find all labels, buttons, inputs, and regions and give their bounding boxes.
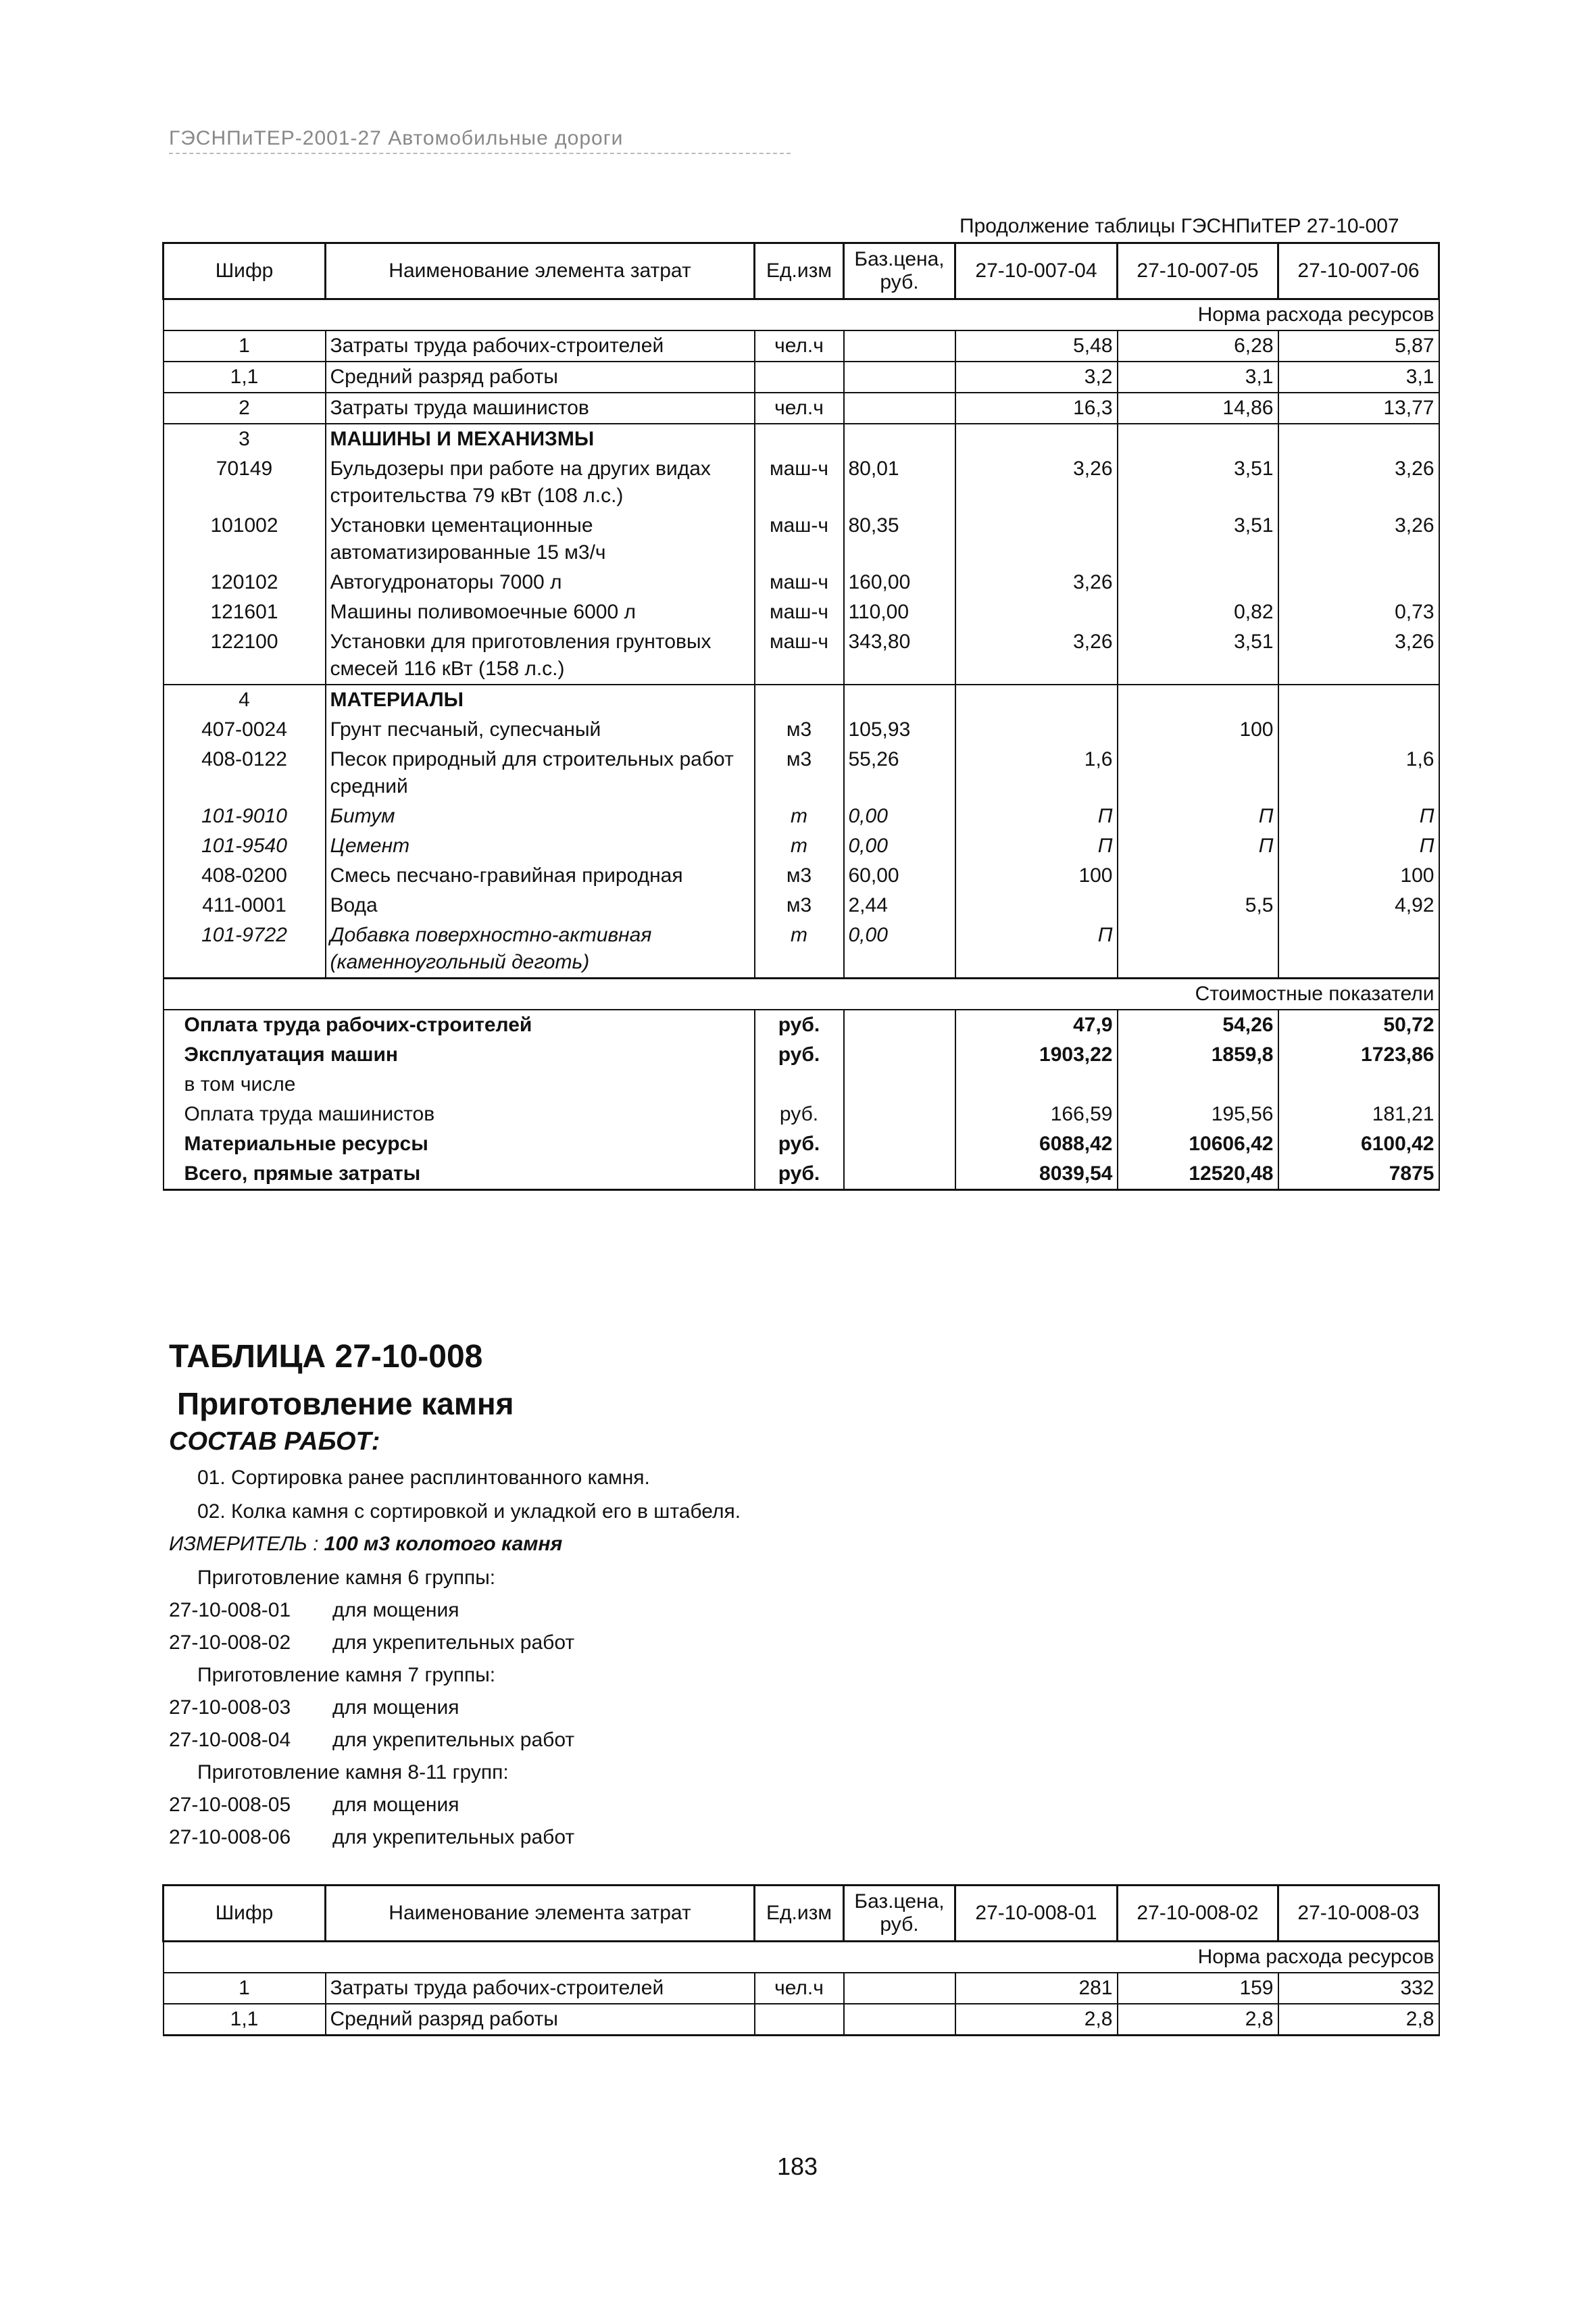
summary-value-col3: 1723,86 [1278, 1040, 1439, 1070]
row-value-col1 [955, 685, 1118, 715]
row-value-col3 [1278, 568, 1439, 597]
row-value-col2: 14,86 [1118, 393, 1278, 424]
summary-price [844, 1070, 955, 1100]
row-code: 408-0200 [164, 861, 326, 891]
row-value-col3 [1278, 715, 1439, 745]
row-value-col1: П [955, 920, 1118, 979]
norm-label-row [164, 299, 1439, 331]
summary-value-col1: 8039,54 [955, 1159, 1118, 1190]
row-name: Бульдозеры при работе на других видах строительства 79 кВт (108 л.с.) [326, 454, 755, 511]
variant-group-heading: Приготовление камня 6 группы: [197, 1567, 496, 1589]
table-row [164, 330, 1439, 362]
row-value-col2: 100 [1118, 715, 1278, 745]
row-unit: м3 [755, 861, 844, 891]
summary-price [844, 1010, 955, 1040]
row-price: 0,00 [844, 802, 955, 831]
row-value-col2: 3,1 [1118, 362, 1278, 393]
variant-code: 27-10-008-06 [169, 1826, 291, 1848]
row-unit [755, 685, 844, 715]
cost-label-row [164, 979, 1439, 1010]
row-code: 4 [164, 685, 326, 715]
row-value-col1: 281 [955, 1973, 1118, 2004]
row-value-col2 [1118, 424, 1278, 454]
summary-name: Эксплуатация машин [164, 1040, 755, 1070]
summary-row [164, 1040, 1439, 1070]
row-value-col2: 0,82 [1118, 597, 1278, 627]
composition-label: СОСТАВ РАБОТ: [169, 1427, 380, 1456]
row-price: 80,01 [844, 454, 955, 511]
row-price [844, 685, 955, 715]
table-27-10-008 [162, 1884, 1440, 2036]
row-name: Затраты труда рабочих-строителей [326, 1973, 755, 2004]
summary-value-col2: 195,56 [1118, 1100, 1278, 1129]
row-name: Машины поливомоечные 6000 л [326, 597, 755, 627]
meter-label: ИЗМЕРИТЕЛЬ : [169, 1533, 319, 1555]
row-unit: т [755, 831, 844, 861]
row-code: 101-9010 [164, 802, 326, 831]
row-price: 60,00 [844, 861, 955, 891]
row-unit [755, 362, 844, 393]
header-code: Шифр [164, 1886, 326, 1942]
variant-text: для мощения [332, 1696, 459, 1719]
row-unit: чел.ч [755, 393, 844, 424]
summary-value-col3 [1278, 1070, 1439, 1100]
summary-unit: руб. [755, 1010, 844, 1040]
variant-text: для мощения [332, 1794, 459, 1816]
header-name: Наименование элемента затрат [326, 243, 755, 299]
row-code: 120102 [164, 568, 326, 597]
table-row [164, 627, 1439, 685]
summary-price [844, 1129, 955, 1159]
cost-label: Стоимостные показатели [164, 979, 1439, 1010]
row-name: Автогудронаторы 7000 л [326, 568, 755, 597]
row-name: МАТЕРИАЛЫ [326, 685, 755, 715]
table-row [164, 1973, 1439, 2004]
header-unit: Ед.изм [755, 1886, 844, 1942]
row-unit: чел.ч [755, 330, 844, 362]
summary-value-col2: 10606,42 [1118, 1129, 1278, 1159]
variant-code: 27-10-008-02 [169, 1631, 291, 1654]
row-value-col1: 3,26 [955, 627, 1118, 685]
row-value-col2: 3,51 [1118, 454, 1278, 511]
row-code: 70149 [164, 454, 326, 511]
row-unit: маш-ч [755, 511, 844, 568]
table-row [164, 745, 1439, 802]
row-value-col1: 3,26 [955, 454, 1118, 511]
summary-name: Всего, прямые затраты [164, 1159, 755, 1190]
meter-line [169, 1533, 562, 1556]
row-price: 0,00 [844, 920, 955, 979]
row-value-col3 [1278, 920, 1439, 979]
summary-name: в том числе [164, 1070, 755, 1100]
row-price: 105,93 [844, 715, 955, 745]
row-name: МАШИНЫ И МЕХАНИЗМЫ [326, 424, 755, 454]
row-name: Затраты труда рабочих-строителей [326, 330, 755, 362]
row-value-col1 [955, 891, 1118, 920]
table-row [164, 597, 1439, 627]
summary-row [164, 1010, 1439, 1040]
summary-value-col2 [1118, 1070, 1278, 1100]
row-unit: т [755, 920, 844, 979]
row-value-col3: П [1278, 802, 1439, 831]
summary-row [164, 1070, 1439, 1100]
header-code: Шифр [164, 243, 326, 299]
variant-group-heading: Приготовление камня 8-11 групп: [197, 1761, 509, 1783]
summary-value-col1: 6088,42 [955, 1129, 1118, 1159]
row-value-col2: 159 [1118, 1973, 1278, 2004]
header-col2: 27-10-007-05 [1118, 243, 1278, 299]
summary-value-col3: 50,72 [1278, 1010, 1439, 1040]
row-value-col2: 5,5 [1118, 891, 1278, 920]
variant-text: для мощения [332, 1599, 459, 1621]
work-item: 01. Сортировка ранее расплинтованного камня. [197, 1467, 650, 1489]
row-value-col3: 3,1 [1278, 362, 1439, 393]
summary-value-col3: 7875 [1278, 1159, 1439, 1190]
variant-text: для укрепительных работ [332, 1729, 575, 1751]
summary-name: Материальные ресурсы [164, 1129, 755, 1159]
table-continuation-caption: Продолжение таблицы ГЭСНПиТЕР 27-10-007 [959, 215, 1399, 237]
variant-code: 27-10-008-05 [169, 1794, 291, 1816]
row-name: Установки для приготовления грунтовых смесей 116 кВт (158 л.с.) [326, 627, 755, 685]
header-price: Баз.цена, руб. [844, 1886, 955, 1942]
row-value-col1: П [955, 802, 1118, 831]
row-code: 1,1 [164, 362, 326, 393]
row-name: Затраты труда машинистов [326, 393, 755, 424]
row-code: 122100 [164, 627, 326, 685]
row-price: 80,35 [844, 511, 955, 568]
row-unit: м3 [755, 715, 844, 745]
row-value-col3: 0,73 [1278, 597, 1439, 627]
row-price [844, 1973, 955, 2004]
table-title: ТАБЛИЦА 27-10-008 [169, 1339, 483, 1375]
row-name: Смесь песчано-гравийная природная [326, 861, 755, 891]
row-value-col2 [1118, 745, 1278, 802]
row-value-col3 [1278, 685, 1439, 715]
row-unit: маш-ч [755, 568, 844, 597]
row-unit: м3 [755, 891, 844, 920]
summary-row [164, 1100, 1439, 1129]
row-value-col1: 1,6 [955, 745, 1118, 802]
row-value-col3: 3,26 [1278, 627, 1439, 685]
summary-value-col1: 166,59 [955, 1100, 1118, 1129]
row-unit [755, 2004, 844, 2036]
row-name: Средний разряд работы [326, 2004, 755, 2036]
row-code: 407-0024 [164, 715, 326, 745]
row-unit: чел.ч [755, 1973, 844, 2004]
summary-row [164, 1129, 1439, 1159]
header-price: Баз.цена, руб. [844, 243, 955, 299]
row-value-col1: П [955, 831, 1118, 861]
row-value-col3: П [1278, 831, 1439, 861]
row-code: 2 [164, 393, 326, 424]
row-unit [755, 424, 844, 454]
variant-text: для укрепительных работ [332, 1826, 575, 1848]
summary-value-col1: 47,9 [955, 1010, 1118, 1040]
row-value-col2 [1118, 685, 1278, 715]
summary-value-col2: 1859,8 [1118, 1040, 1278, 1070]
header-col1: 27-10-008-01 [955, 1886, 1118, 1942]
summary-price [844, 1100, 955, 1129]
row-unit: маш-ч [755, 454, 844, 511]
summary-row [164, 1159, 1439, 1190]
row-name: Песок природный для строительных работ средний [326, 745, 755, 802]
row-price: 160,00 [844, 568, 955, 597]
variant-code: 27-10-008-04 [169, 1729, 291, 1751]
row-name: Установки цементационные автоматизированные 15 м3/ч [326, 511, 755, 568]
row-value-col2: П [1118, 802, 1278, 831]
summary-unit: руб. [755, 1159, 844, 1190]
row-code: 1 [164, 330, 326, 362]
table-row [164, 362, 1439, 393]
row-value-col1 [955, 511, 1118, 568]
row-value-col3: 332 [1278, 1973, 1439, 2004]
summary-unit [755, 1070, 844, 1100]
variant-code: 27-10-008-03 [169, 1696, 291, 1719]
row-code: 121601 [164, 597, 326, 627]
row-unit: маш-ч [755, 627, 844, 685]
row-value-col3: 1,6 [1278, 745, 1439, 802]
norm-label: Норма расхода ресурсов [164, 299, 1439, 331]
table-row [164, 454, 1439, 511]
summary-name: Оплата труда рабочих-строителей [164, 1010, 755, 1040]
row-value-col1: 100 [955, 861, 1118, 891]
row-value-col1: 3,26 [955, 568, 1118, 597]
summary-value-col3: 6100,42 [1278, 1129, 1439, 1159]
meter-value: 100 м3 колотого камня [324, 1533, 563, 1555]
row-value-col1: 3,2 [955, 362, 1118, 393]
row-value-col1: 2,8 [955, 2004, 1118, 2036]
row-name: Средний разряд работы [326, 362, 755, 393]
row-price [844, 393, 955, 424]
row-value-col1 [955, 597, 1118, 627]
row-value-col2: 6,28 [1118, 330, 1278, 362]
table-row [164, 861, 1439, 891]
table-row [164, 685, 1439, 715]
row-price: 2,44 [844, 891, 955, 920]
row-code: 3 [164, 424, 326, 454]
row-price [844, 362, 955, 393]
variant-text: для укрепительных работ [332, 1631, 575, 1654]
row-value-col2: 3,51 [1118, 627, 1278, 685]
header-col3: 27-10-008-03 [1278, 1886, 1439, 1942]
table-row [164, 920, 1439, 979]
row-value-col3: 13,77 [1278, 393, 1439, 424]
norm-label-row [164, 1942, 1439, 1973]
table-subtitle: Приготовление камня [177, 1386, 514, 1421]
header-col3: 27-10-007-06 [1278, 243, 1439, 299]
row-unit: м3 [755, 745, 844, 802]
row-name: Грунт песчаный, супесчаный [326, 715, 755, 745]
table-header-row [164, 1886, 1439, 1942]
row-code: 101-9722 [164, 920, 326, 979]
row-value-col1: 16,3 [955, 393, 1118, 424]
summary-value-col1 [955, 1070, 1118, 1100]
row-code: 408-0122 [164, 745, 326, 802]
row-value-col2 [1118, 920, 1278, 979]
row-value-col1: 5,48 [955, 330, 1118, 362]
table-27-10-007 [162, 242, 1440, 1191]
summary-value-col3: 181,21 [1278, 1100, 1439, 1129]
row-code: 101002 [164, 511, 326, 568]
row-value-col2: 2,8 [1118, 2004, 1278, 2036]
variant-code: 27-10-008-01 [169, 1599, 291, 1621]
summary-price [844, 1040, 955, 1070]
row-value-col3: 3,26 [1278, 454, 1439, 511]
table-header-row [164, 243, 1439, 299]
table-row [164, 831, 1439, 861]
row-value-col1 [955, 424, 1118, 454]
table-row [164, 715, 1439, 745]
row-price: 343,80 [844, 627, 955, 685]
norm-label: Норма расхода ресурсов [164, 1942, 1439, 1973]
row-code: 101-9540 [164, 831, 326, 861]
row-price [844, 330, 955, 362]
row-price [844, 2004, 955, 2036]
summary-value-col2: 54,26 [1118, 1010, 1278, 1040]
row-name: Вода [326, 891, 755, 920]
table-row [164, 568, 1439, 597]
page-number: 183 [777, 2152, 818, 2180]
row-name: Цемент [326, 831, 755, 861]
row-code: 411-0001 [164, 891, 326, 920]
row-price: 55,26 [844, 745, 955, 802]
row-unit: маш-ч [755, 597, 844, 627]
summary-value-col2: 12520,48 [1118, 1159, 1278, 1190]
table-row [164, 891, 1439, 920]
summary-price [844, 1159, 955, 1190]
row-value-col3: 3,26 [1278, 511, 1439, 568]
variant-group-heading: Приготовление камня 7 группы: [197, 1664, 496, 1686]
table-row [164, 802, 1439, 831]
row-price: 0,00 [844, 831, 955, 861]
header-name: Наименование элемента затрат [326, 1886, 755, 1942]
summary-unit: руб. [755, 1129, 844, 1159]
row-value-col3 [1278, 424, 1439, 454]
row-name: Добавка поверхностно-активная (каменноугольный деготь) [326, 920, 755, 979]
row-price [844, 424, 955, 454]
summary-unit: руб. [755, 1100, 844, 1129]
summary-value-col1: 1903,22 [955, 1040, 1118, 1070]
row-value-col3: 5,87 [1278, 330, 1439, 362]
row-code: 1,1 [164, 2004, 326, 2036]
row-value-col3: 2,8 [1278, 2004, 1439, 2036]
summary-name: Оплата труда машинистов [164, 1100, 755, 1129]
table-row [164, 511, 1439, 568]
table-row [164, 2004, 1439, 2036]
row-unit: т [755, 802, 844, 831]
table-row [164, 424, 1439, 454]
row-value-col2 [1118, 861, 1278, 891]
work-item: 02. Колка камня с сортировкой и укладкой его в штабеля. [197, 1500, 741, 1523]
row-value-col3: 100 [1278, 861, 1439, 891]
header-unit: Ед.изм [755, 243, 844, 299]
header-col2: 27-10-008-02 [1118, 1886, 1278, 1942]
header-col1: 27-10-007-04 [955, 243, 1118, 299]
running-head: ГЭСНПиТЕР-2001-27 Автомобильные дороги [169, 127, 791, 154]
row-price: 110,00 [844, 597, 955, 627]
row-value-col2: 3,51 [1118, 511, 1278, 568]
table-row [164, 393, 1439, 424]
summary-unit: руб. [755, 1040, 844, 1070]
row-value-col2 [1118, 568, 1278, 597]
row-value-col1 [955, 715, 1118, 745]
row-code: 1 [164, 1973, 326, 2004]
row-value-col2: П [1118, 831, 1278, 861]
row-value-col3: 4,92 [1278, 891, 1439, 920]
row-name: Битум [326, 802, 755, 831]
